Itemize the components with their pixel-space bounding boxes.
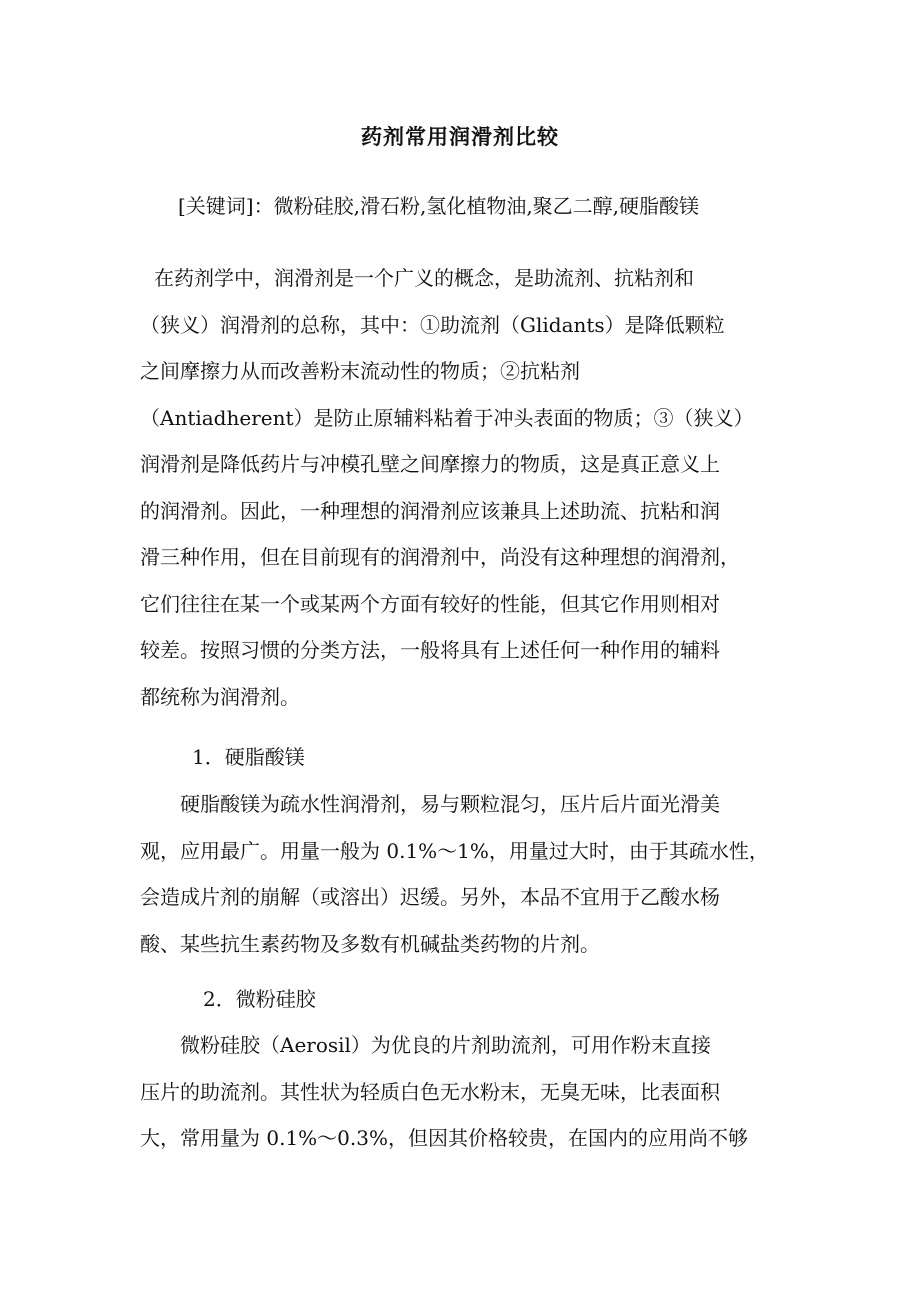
micronized-silica-paragraph (140, 1022, 790, 1162)
intro-line: 滑三种作用，但在目前现有的润滑剂中，尚没有这种理想的润滑剂， (140, 545, 740, 569)
intro-line: 在药剂学中，润滑剂是一个广义的概念，是助流剂、抗粘剂和 (154, 266, 694, 290)
intro-line: （Antiadherent）是防止原辅料粘着于冲头表面的物质；③（狭义） (140, 405, 754, 430)
intro-line: 润滑剂是降低药片与冲模孔壁之间摩擦力的物质，这是真正意义上 (140, 452, 720, 476)
paragraph-line: 微粉硅胶（Aerosil）为优良的片剂助流剂，可用作粉末直接 (180, 1033, 711, 1057)
intro-line: 都统称为润滑剂。 (140, 684, 300, 709)
paragraph-line: 压片的助流剂。其性状为轻质白色无水粉末，无臭无味，比表面积 (140, 1079, 720, 1104)
section-heading-magnesium-stearate: 1．硬脂酸镁 (192, 745, 305, 769)
document-title: 药剂常用润滑剂比较 (361, 124, 559, 149)
intro-line: （狭义）润滑剂的总称，其中：①助流剂（Glidants）是降低颗粒 (140, 312, 725, 337)
paragraph-line: 会造成片剂的崩解（或溶出）迟缓。另外，本品不宜用于乙酸水杨 (140, 885, 720, 909)
paragraph-line: 观，应用最广。用量一般为 0.1%～1%，用量过大时，由于其疏水性， (140, 838, 769, 863)
magnesium-stearate-paragraph (140, 781, 790, 967)
section-heading-micronized-silica: 2．微粉硅胶 (203, 987, 316, 1011)
intro-line: 较差。按照习惯的分类方法，一般将具有上述任何一种作用的辅料 (140, 638, 720, 662)
keywords-line: [关键词]：微粉硅胶,滑石粉,氢化植物油,聚乙二醇,硬脂酸镁 (178, 194, 700, 218)
paragraph-line: 硬脂酸镁为疏水性润滑剂，易与颗粒混匀，压片后片面光滑美 (180, 792, 720, 816)
paragraph-line: 大，常用量为 0.1%～0.3%，但因其价格较贵，在国内的应用尚不够 (140, 1126, 748, 1150)
paragraph-line: 酸、某些抗生素药物及多数有机碱盐类药物的片剂。 (140, 931, 600, 956)
intro-paragraph (140, 255, 790, 720)
intro-line: 的润滑剂。因此，一种理想的润滑剂应该兼具上述助流、抗粘和润 (140, 498, 720, 523)
intro-line: 之间摩擦力从而改善粉末流动性的物质；②抗粘剂 (140, 359, 580, 383)
intro-line: 它们往往在某一个或某两个方面有较好的性能，但其它作用则相对 (140, 591, 720, 616)
